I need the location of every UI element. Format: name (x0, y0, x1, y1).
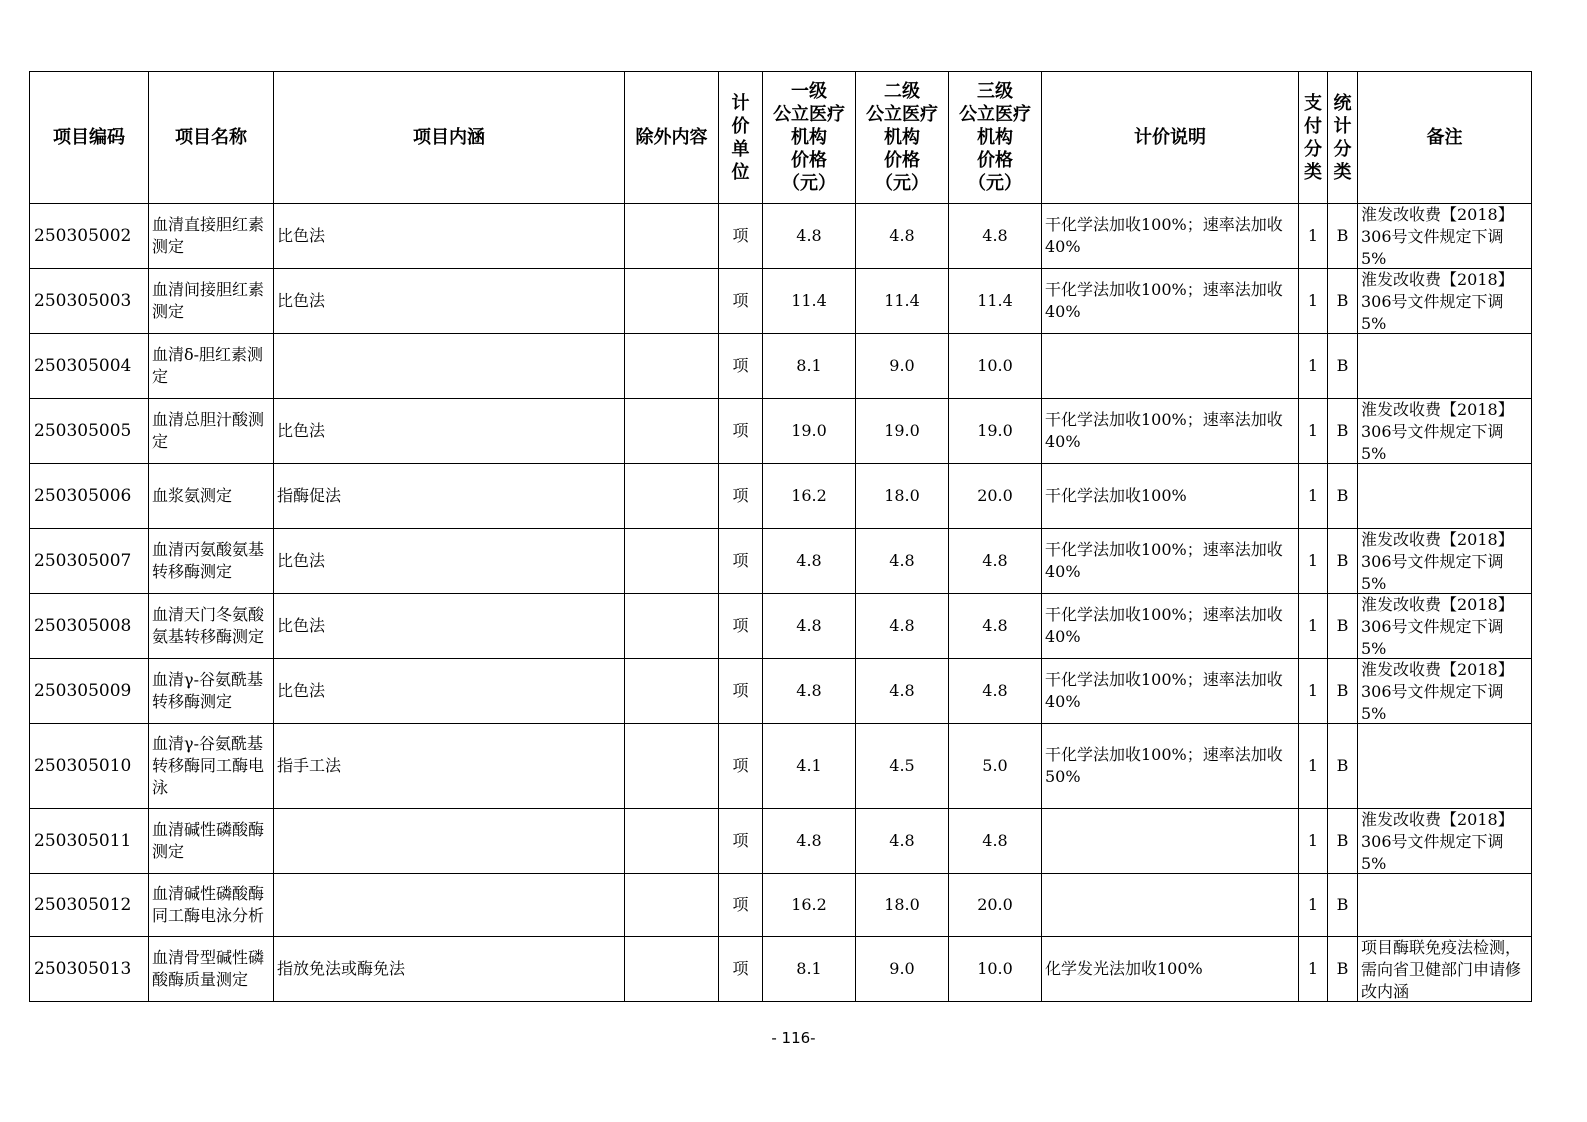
cell-price-level3: 19.0 (949, 399, 1042, 464)
cell-price-level3: 4.8 (949, 809, 1042, 874)
table-row (30, 464, 1532, 529)
cell-content: 指放免法或酶免法 (274, 937, 625, 1002)
cell-price-level3: 4.8 (949, 529, 1042, 594)
cell-price-level3: 20.0 (949, 874, 1042, 937)
cell-content (274, 874, 625, 937)
cell-price-level2: 4.5 (856, 724, 949, 809)
table-row (30, 594, 1532, 659)
cell-name: 血清间接胆红素测定 (149, 269, 274, 334)
cell-pay-category: 1 (1299, 529, 1328, 594)
cell-code: 250305011 (30, 809, 149, 874)
cell-pay-category: 1 (1299, 594, 1328, 659)
cell-stat-category: B (1328, 464, 1358, 529)
cell-unit: 项 (719, 659, 763, 724)
cell-pay-category: 1 (1299, 724, 1328, 809)
table-row (30, 334, 1532, 399)
cell-excluded (625, 809, 719, 874)
cell-stat-category: B (1328, 724, 1358, 809)
header-desc: 计价说明 (1042, 72, 1299, 204)
table-row (30, 809, 1532, 874)
cell-note (1358, 464, 1532, 529)
cell-excluded (625, 594, 719, 659)
cell-price-level2: 4.8 (856, 529, 949, 594)
cell-pay-category: 1 (1299, 399, 1328, 464)
header-code: 项目编码 (30, 72, 149, 204)
note-text: 淮发改收费【2018】306号文件规定下调5% (1361, 530, 1514, 593)
cell-price-level2: 9.0 (856, 334, 949, 399)
cell-desc: 干化学法加收100%；速率法加收40% (1042, 204, 1299, 269)
cell-unit: 项 (719, 464, 763, 529)
cell-desc: 干化学法加收100%；速率法加收40% (1042, 594, 1299, 659)
cell-unit: 项 (719, 937, 763, 1002)
header-note: 备注 (1358, 72, 1532, 204)
cell-name: 血清丙氨酸氨基转移酶测定 (149, 529, 274, 594)
cell-desc: 化学发光法加收100% (1042, 937, 1299, 1002)
note-text: 项目酶联免疫法检测，需向省卫健部门申请修改内涵 (1361, 938, 1522, 1001)
cell-code: 250305004 (30, 334, 149, 399)
cell-price-level1: 11.4 (763, 269, 856, 334)
cell-pay-category: 1 (1299, 659, 1328, 724)
cell-desc: 干化学法加收100% (1042, 464, 1299, 529)
cell-code: 250305008 (30, 594, 149, 659)
cell-name: 血浆氨测定 (149, 464, 274, 529)
cell-excluded (625, 334, 719, 399)
cell-note (1358, 724, 1532, 809)
cell-price-level1: 4.8 (763, 809, 856, 874)
cell-price-level3: 10.0 (949, 937, 1042, 1002)
cell-stat-category: B (1328, 334, 1358, 399)
cell-excluded (625, 269, 719, 334)
cell-note (1358, 334, 1532, 399)
cell-note (1358, 659, 1532, 724)
cell-pay-category: 1 (1299, 809, 1328, 874)
cell-name: 血清总胆汁酸测定 (149, 399, 274, 464)
cell-price-level2: 18.0 (856, 464, 949, 529)
note-text: 淮发改收费【2018】306号文件规定下调5% (1361, 205, 1514, 268)
table-row (30, 269, 1532, 334)
table-body (30, 204, 1532, 1002)
cell-stat-category: B (1328, 399, 1358, 464)
cell-desc (1042, 809, 1299, 874)
note-text: 淮发改收费【2018】306号文件规定下调5% (1361, 270, 1514, 333)
cell-price-level1: 4.8 (763, 594, 856, 659)
cell-price-level2: 9.0 (856, 937, 949, 1002)
cell-code: 250305002 (30, 204, 149, 269)
cell-desc: 干化学法加收100%；速率法加收40% (1042, 399, 1299, 464)
cell-name: 血清碱性磷酸酶测定 (149, 809, 274, 874)
cell-pay-category: 1 (1299, 937, 1328, 1002)
cell-unit: 项 (719, 269, 763, 334)
cell-content (274, 334, 625, 399)
note-text: 淮发改收费【2018】306号文件规定下调5% (1361, 595, 1514, 658)
cell-desc (1042, 334, 1299, 399)
cell-code: 250305009 (30, 659, 149, 724)
table-row (30, 529, 1532, 594)
header-pay-category: 支 付 分 类 (1299, 72, 1328, 204)
cell-code: 250305010 (30, 724, 149, 809)
cell-name: 血清γ-谷氨酰基转移酶测定 (149, 659, 274, 724)
cell-price-level2: 4.8 (856, 659, 949, 724)
cell-note (1358, 204, 1532, 269)
cell-price-level3: 4.8 (949, 659, 1042, 724)
cell-price-level3: 11.4 (949, 269, 1042, 334)
cell-stat-category: B (1328, 204, 1358, 269)
cell-desc (1042, 874, 1299, 937)
header-row (30, 72, 1532, 204)
cell-code: 250305007 (30, 529, 149, 594)
note-text: 淮发改收费【2018】306号文件规定下调5% (1361, 660, 1514, 723)
cell-price-level3: 10.0 (949, 334, 1042, 399)
cell-price-level1: 8.1 (763, 334, 856, 399)
cell-price-level3: 4.8 (949, 204, 1042, 269)
header-unit: 计 价 单 位 (719, 72, 763, 204)
cell-pay-category: 1 (1299, 204, 1328, 269)
cell-name: 血清γ-谷氨酰基转移酶同工酶电泳 (149, 724, 274, 809)
cell-desc: 干化学法加收100%；速率法加收40% (1042, 529, 1299, 594)
cell-unit: 项 (719, 204, 763, 269)
cell-stat-category: B (1328, 937, 1358, 1002)
cell-excluded (625, 529, 719, 594)
cell-price-level2: 4.8 (856, 594, 949, 659)
note-text: 淮发改收费【2018】306号文件规定下调5% (1361, 400, 1514, 463)
cell-desc: 干化学法加收100%；速率法加收40% (1042, 659, 1299, 724)
cell-excluded (625, 724, 719, 809)
cell-unit: 项 (719, 594, 763, 659)
cell-content: 指酶促法 (274, 464, 625, 529)
cell-excluded (625, 659, 719, 724)
cell-code: 250305006 (30, 464, 149, 529)
cell-note (1358, 399, 1532, 464)
cell-unit: 项 (719, 724, 763, 809)
cell-unit: 项 (719, 874, 763, 937)
header-excluded: 除外内容 (625, 72, 719, 204)
cell-note (1358, 874, 1532, 937)
table-row (30, 724, 1532, 809)
cell-stat-category: B (1328, 269, 1358, 334)
cell-content: 指手工法 (274, 724, 625, 809)
cell-name: 血清δ-胆红素测定 (149, 334, 274, 399)
cell-unit: 项 (719, 809, 763, 874)
page-number: - 116- (771, 1029, 816, 1047)
cell-unit: 项 (719, 334, 763, 399)
cell-stat-category: B (1328, 594, 1358, 659)
header-content: 项目内涵 (274, 72, 625, 204)
table-row (30, 204, 1532, 269)
cell-price-level3: 5.0 (949, 724, 1042, 809)
cell-price-level2: 4.8 (856, 204, 949, 269)
cell-excluded (625, 874, 719, 937)
cell-code: 250305013 (30, 937, 149, 1002)
cell-unit: 项 (719, 529, 763, 594)
cell-excluded (625, 204, 719, 269)
table-row (30, 874, 1532, 937)
cell-name: 血清碱性磷酸酶同工酶电泳分析 (149, 874, 274, 937)
cell-name: 血清天门冬氨酸氨基转移酶测定 (149, 594, 274, 659)
cell-price-level1: 4.8 (763, 204, 856, 269)
cell-note (1358, 594, 1532, 659)
cell-code: 250305003 (30, 269, 149, 334)
cell-price-level1: 8.1 (763, 937, 856, 1002)
header-price-level3: 三级 公立医疗 机构 价格 （元） (949, 72, 1042, 204)
cell-price-level1: 4.8 (763, 659, 856, 724)
cell-stat-category: B (1328, 659, 1358, 724)
cell-price-level2: 4.8 (856, 809, 949, 874)
cell-content: 比色法 (274, 399, 625, 464)
header-price-level2: 二级 公立医疗 机构 价格 （元） (856, 72, 949, 204)
cell-content: 比色法 (274, 269, 625, 334)
cell-price-level1: 19.0 (763, 399, 856, 464)
cell-note (1358, 269, 1532, 334)
cell-stat-category: B (1328, 809, 1358, 874)
cell-excluded (625, 399, 719, 464)
cell-price-level1: 4.8 (763, 529, 856, 594)
cell-price-level3: 20.0 (949, 464, 1042, 529)
cell-price-level2: 11.4 (856, 269, 949, 334)
cell-desc: 干化学法加收100%；速率法加收40% (1042, 269, 1299, 334)
cell-pay-category: 1 (1299, 334, 1328, 399)
cell-price-level1: 4.1 (763, 724, 856, 809)
note-text: 淮发改收费【2018】306号文件规定下调5% (1361, 810, 1514, 873)
cell-note (1358, 937, 1532, 1002)
cell-excluded (625, 464, 719, 529)
cell-content: 比色法 (274, 594, 625, 659)
header-price-level1: 一级 公立医疗 机构 价格 （元） (763, 72, 856, 204)
header-stat-category: 统 计 分 类 (1328, 72, 1358, 204)
cell-price-level1: 16.2 (763, 464, 856, 529)
cell-stat-category: B (1328, 874, 1358, 937)
cell-name: 血清骨型碱性磷酸酶质量测定 (149, 937, 274, 1002)
cell-excluded (625, 937, 719, 1002)
cell-price-level3: 4.8 (949, 594, 1042, 659)
cell-unit: 项 (719, 399, 763, 464)
cell-name: 血清直接胆红素测定 (149, 204, 274, 269)
cell-content (274, 809, 625, 874)
price-table (29, 71, 1532, 1002)
cell-pay-category: 1 (1299, 464, 1328, 529)
header-name: 项目名称 (149, 72, 274, 204)
cell-pay-category: 1 (1299, 269, 1328, 334)
cell-note (1358, 529, 1532, 594)
cell-content: 比色法 (274, 659, 625, 724)
table-row (30, 659, 1532, 724)
cell-code: 250305005 (30, 399, 149, 464)
table-row (30, 937, 1532, 1002)
cell-content: 比色法 (274, 529, 625, 594)
table-row (30, 399, 1532, 464)
cell-pay-category: 1 (1299, 874, 1328, 937)
cell-price-level1: 16.2 (763, 874, 856, 937)
cell-price-level2: 19.0 (856, 399, 949, 464)
cell-stat-category: B (1328, 529, 1358, 594)
cell-content: 比色法 (274, 204, 625, 269)
cell-note (1358, 809, 1532, 874)
cell-price-level2: 18.0 (856, 874, 949, 937)
cell-code: 250305012 (30, 874, 149, 937)
cell-desc: 干化学法加收100%；速率法加收50% (1042, 724, 1299, 809)
